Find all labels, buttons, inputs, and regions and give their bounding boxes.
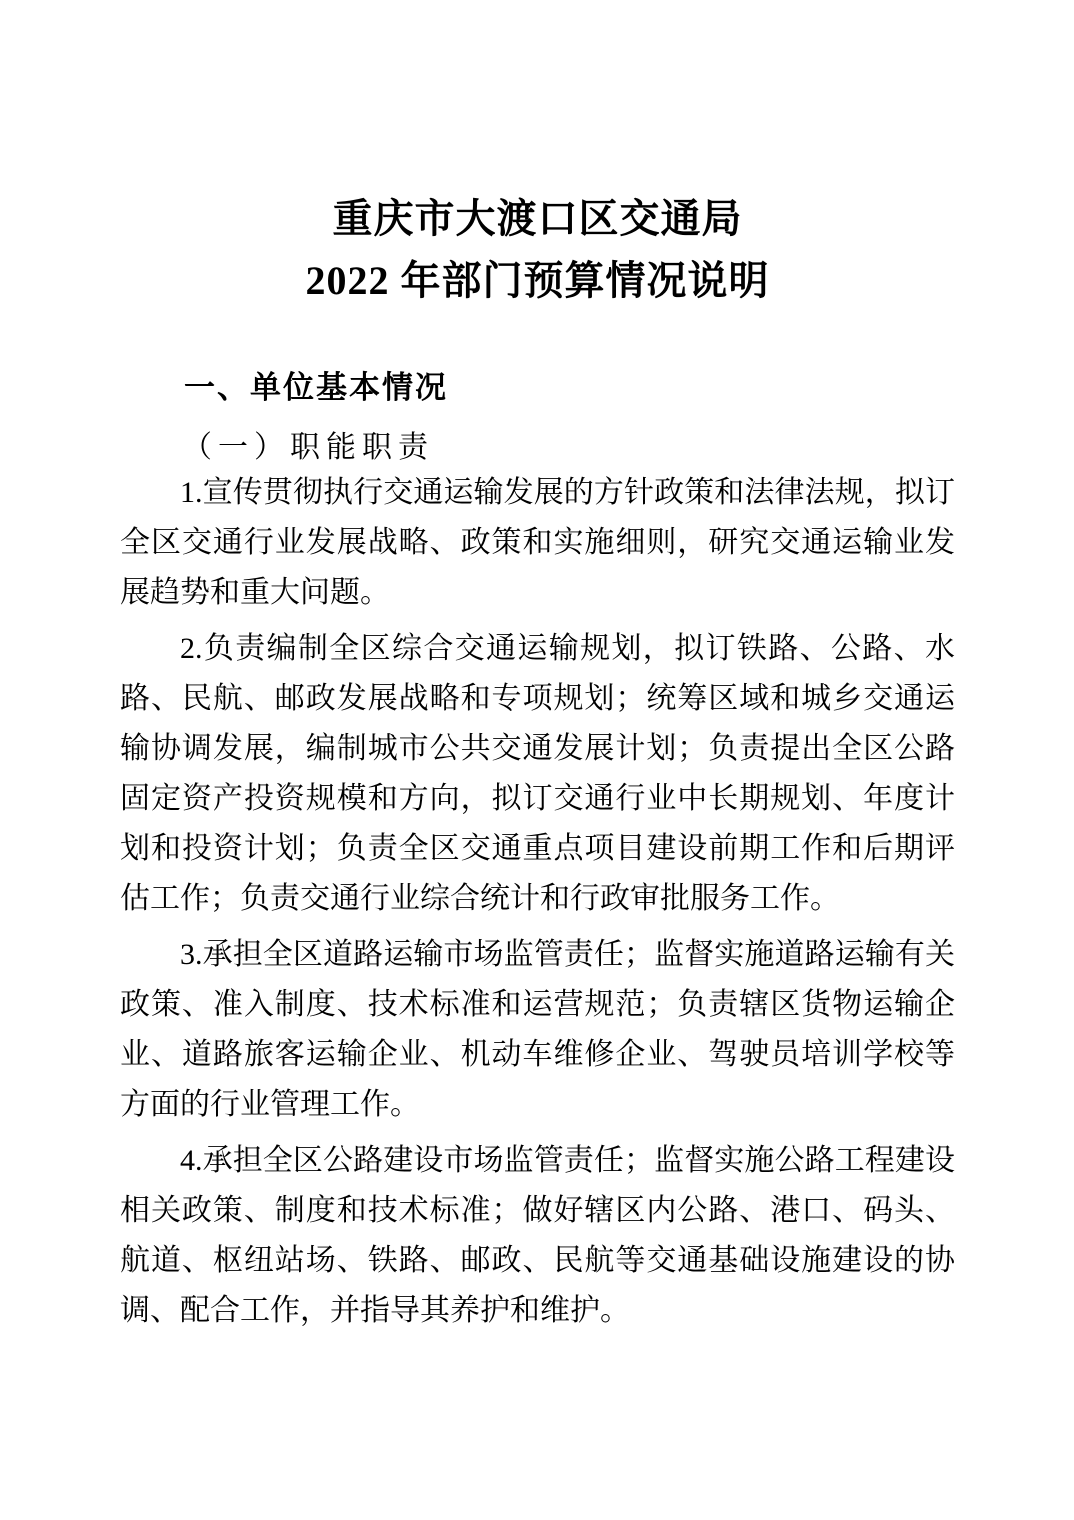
document-title-line1: 重庆市大渡口区交通局 [332, 196, 743, 241]
paragraph-duty-4: 4.承担全区公路建设市场监管责任；监督实施公路工程建设相关政策、制度和技术标准；做好辖区内公路、港口、码头、航道、枢纽站场、铁路、邮政、民航等交通基础设施建设的协调、配合工作，并指导其养护和维护。 [120, 1144, 955, 1327]
paragraph-duty-1: 1.宣传贯彻执行交通运输发展的方针政策和法律法规，拟订全区交通行业发展战略、政策和实施细则，研究交通运输业发展趋势和重大问题。 [120, 476, 955, 609]
document-title-line2: 2022 年部门预算情况说明 [305, 258, 770, 303]
document-title [120, 188, 955, 312]
subsection-heading-duties: （一）职能职责 [182, 431, 434, 464]
section-heading-basic-info: 一、单位基本情况 [184, 370, 448, 405]
document-content [0, 188, 1074, 1336]
paragraph-duty-2: 2.负责编制全区综合交通运输规划，拟订铁路、公路、水路、民航、邮政发展战略和专项规划；统筹区域和城乡交通运输协调发展，编制城市公共交通发展计划；负责提出全区公路固定资产投资规模和方向，拟订交通行业中长期规划、年度计划和投资计划；负责全区交通重点项目建设前期工作和后期评估工作；负责交通行业综合统计和行政审批服务工作。 [120, 632, 955, 915]
paragraph-duty-3: 3.承担全区道路运输市场监管责任；监督实施道路运输有关政策、准入制度、技术标准和运营规范；负责辖区货物运输企业、道路旅客运输企业、机动车维修企业、驾驶员培训学校等方面的行业管理工作。 [120, 938, 955, 1121]
